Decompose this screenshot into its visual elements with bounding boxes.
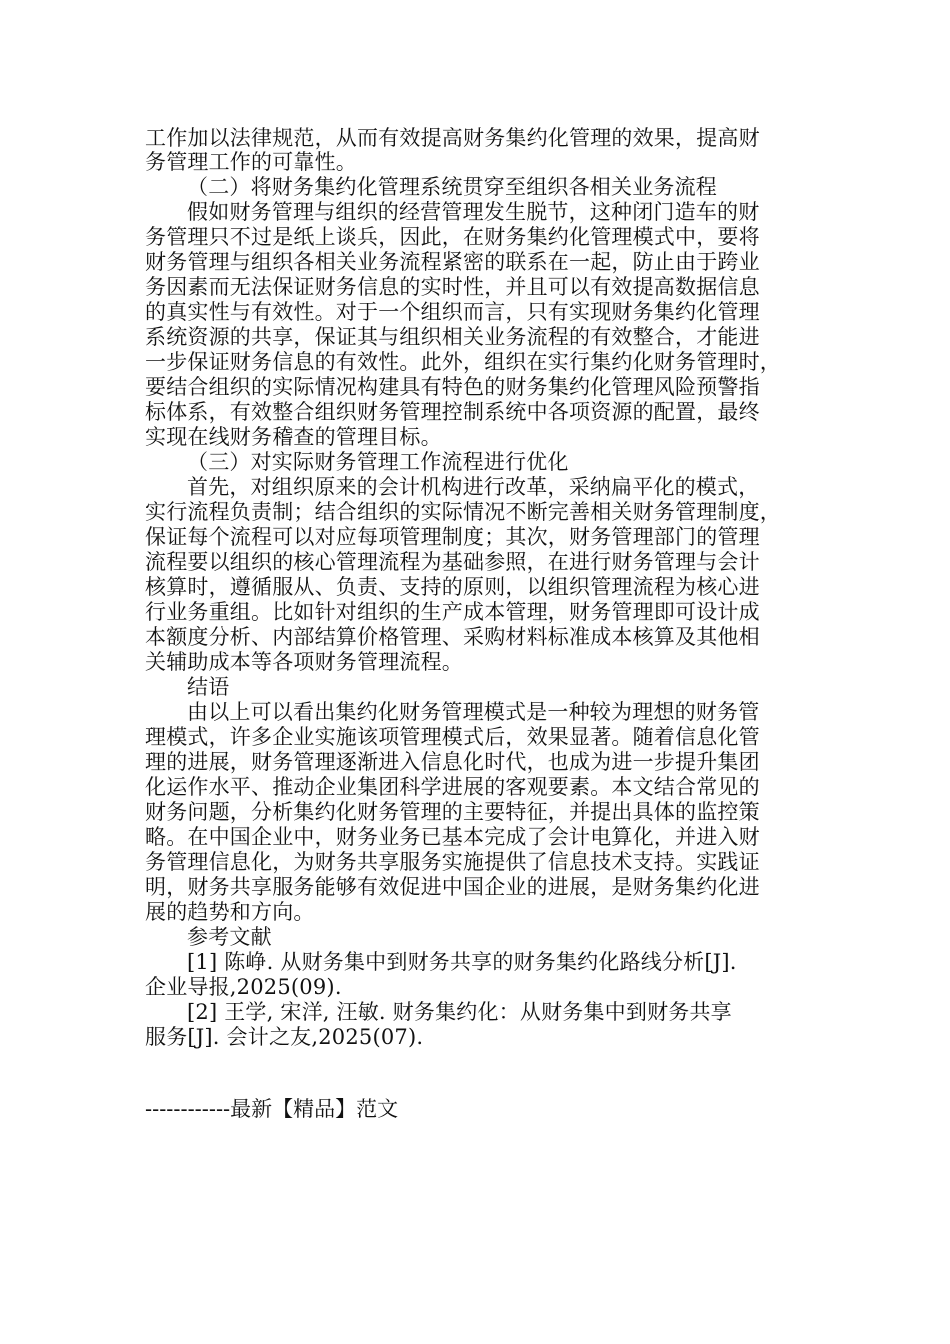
paragraph-line: 财务管理与组织各相关业务流程紧密的联系在一起，防止由于跨业 <box>145 250 760 274</box>
section-heading: 结语 <box>187 675 230 699</box>
paragraph-line: 明，财务共享服务能够有效促进中国企业的进展，是财务集约化进 <box>145 875 760 899</box>
paragraph-line: 展的趋势和方向。 <box>145 900 315 924</box>
paragraph-line: 流程要以组织的核心管理流程为基础参照，在进行财务管理与会计 <box>145 550 760 574</box>
paragraph-line: 一步保证财务信息的有效性。此外，组织在实行集约化财务管理时， <box>145 350 781 374</box>
paragraph-line: 由以上可以看出集约化财务管理模式是一种较为理想的财务管 <box>187 700 760 724</box>
paragraph-line: 实现在线财务稽查的管理目标。 <box>145 425 442 449</box>
section-heading: 参考文献 <box>187 925 272 949</box>
paragraph-line: 务因素而无法保证财务信息的实时性，并且可以有效提高数据信息 <box>145 275 760 299</box>
paragraph-line: 务管理工作的可靠性。 <box>145 150 357 174</box>
paragraph-line: 务管理只不过是纸上谈兵，因此，在财务集约化管理模式中，要将 <box>145 225 760 249</box>
paragraph-line: 要结合组织的实际情况构建具有特色的财务集约化管理风险预警指 <box>145 375 760 399</box>
paragraph-line: 工作加以法律规范，从而有效提高财务集约化管理的效果，提高财 <box>145 126 760 150</box>
paragraph-line: 核算时，遵循服从、负责、支持的原则，以组织管理流程为核心进 <box>145 575 760 599</box>
paragraph-line: 行业务重组。比如针对组织的生产成本管理，财务管理即可设计成 <box>145 600 760 624</box>
footer-text: ------------最新【精品】范文 <box>145 1097 399 1121</box>
paragraph-line: 理模式，许多企业实施该项管理模式后，效果显著。随着信息化管 <box>145 725 760 749</box>
paragraph-line: 系统资源的共享，保证其与组织相关业务流程的有效整合，才能进 <box>145 325 760 349</box>
section-heading: （二）将财务集约化管理系统贯穿至组织各相关业务流程 <box>187 175 717 199</box>
reference-line: 企业导报,2025(09). <box>145 975 342 999</box>
paragraph-line: 本额度分析、内部结算价格管理、采购材料标准成本核算及其他相 <box>145 625 760 649</box>
paragraph-line: 假如财务管理与组织的经营管理发生脱节，这种闭门造车的财 <box>187 200 760 224</box>
section-heading: （三）对实际财务管理工作流程进行优化 <box>187 450 569 474</box>
paragraph-line: 的真实性与有效性。对于一个组织而言，只有实现财务集约化管理 <box>145 300 760 324</box>
paragraph-line: 略。在中国企业中，财务业务已基本完成了会计电算化，并进入财 <box>145 825 760 849</box>
reference-line: [1] 陈峥. 从财务集中到财务共享的财务集约化路线分析[J]. <box>187 950 737 974</box>
paragraph-line: 理的进展，财务管理逐渐进入信息化时代，也成为进一步提升集团 <box>145 750 760 774</box>
paragraph-line: 化运作水平、推动企业集团科学进展的客观要素。本文结合常见的 <box>145 775 760 799</box>
reference-line: [2] 王学, 宋洋, 汪敏. 财务集约化：从财务集中到财务共享 <box>187 1000 732 1024</box>
paragraph-line: 首先，对组织原来的会计机构进行改革，采纳扁平化的模式， <box>187 475 760 499</box>
paragraph-line: 财务问题，分析集约化财务管理的主要特征，并提出具体的监控策 <box>145 800 760 824</box>
paragraph-line: 务管理信息化，为财务共享服务实施提供了信息技术支持。实践证 <box>145 850 760 874</box>
paragraph-line: 标体系，有效整合组织财务管理控制系统中各项资源的配置，最终 <box>145 400 760 424</box>
reference-line: 服务[J]. 会计之友,2025(07). <box>145 1025 424 1049</box>
paragraph-line: 实行流程负责制；结合组织的实际情况不断完善相关财务管理制度， <box>145 500 781 524</box>
paragraph-line: 保证每个流程可以对应每项管理制度；其次，财务管理部门的管理 <box>145 525 760 549</box>
paragraph-line: 关辅助成本等各项财务管理流程。 <box>145 650 463 674</box>
